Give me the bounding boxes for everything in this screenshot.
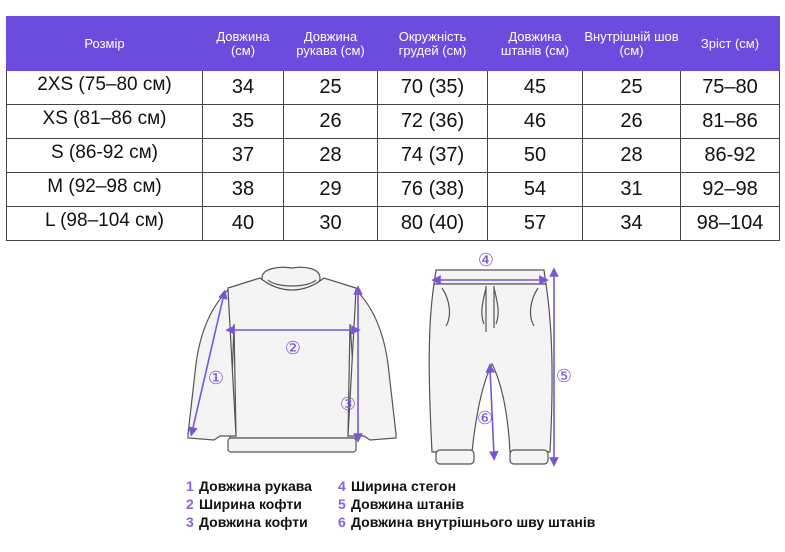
table-cell: 26 <box>583 105 681 139</box>
table-cell: 75–80 <box>681 71 780 105</box>
table-cell: 54 <box>488 173 583 207</box>
table-cell: 26 <box>284 105 378 139</box>
table-cell: 38 <box>203 173 284 207</box>
table-row <box>7 207 780 241</box>
table-cell: 57 <box>488 207 583 241</box>
table-cell: 34 <box>203 71 284 105</box>
legend-item: 2 Ширина кофти <box>186 496 302 512</box>
header-sleeve-length: Довжина рукава (см) <box>284 17 378 71</box>
header-inseam: Внутрішній шов (см) <box>583 17 681 71</box>
table-cell: 25 <box>583 71 681 105</box>
table-cell: 76 (38) <box>378 173 488 207</box>
table-cell: 50 <box>488 139 583 173</box>
table-row <box>7 139 780 173</box>
table-cell: 34 <box>583 207 681 241</box>
marker-2: ② <box>284 338 302 359</box>
table-cell: 92–98 <box>681 173 780 207</box>
marker-6: ⑥ <box>476 408 494 429</box>
table-cell: 37 <box>203 139 284 173</box>
header-pants-length: Довжина штанів (см) <box>488 17 583 71</box>
table-cell: 46 <box>488 105 583 139</box>
size-table <box>6 16 780 241</box>
table-row <box>7 173 780 207</box>
marker-5: ⑤ <box>555 366 573 387</box>
table-cell: XS (81–86 см) <box>7 105 203 139</box>
table-cell: 81–86 <box>681 105 780 139</box>
header-size: Розмір <box>7 17 203 71</box>
table-cell: 98–104 <box>681 207 780 241</box>
legend-item: 1 Довжина рукава <box>186 478 312 494</box>
table-cell: 70 (35) <box>378 71 488 105</box>
table-cell: 31 <box>583 173 681 207</box>
table-row <box>7 71 780 105</box>
table-cell: 45 <box>488 71 583 105</box>
header-chest: Окружність грудей (см) <box>378 17 488 71</box>
legend-item: 6 Довжина внутрішнього шву штанів <box>338 514 596 530</box>
marker-4: ④ <box>477 250 495 271</box>
table-cell: 2XS (75–80 см) <box>7 71 203 105</box>
table-cell: 25 <box>284 71 378 105</box>
table-cell: 30 <box>284 207 378 241</box>
table-cell: 29 <box>284 173 378 207</box>
marker-1: ① <box>207 368 225 389</box>
table-cell: L (98–104 см) <box>7 207 203 241</box>
table-cell: 80 (40) <box>378 207 488 241</box>
pants-drawing <box>429 270 552 464</box>
sweatshirt-drawing <box>188 267 396 452</box>
table-cell: 35 <box>203 105 284 139</box>
table-cell: 28 <box>284 139 378 173</box>
table-cell: M (92–98 см) <box>7 173 203 207</box>
table-cell: 86-92 <box>681 139 780 173</box>
table-cell: 72 (36) <box>378 105 488 139</box>
legend-column-right <box>338 477 595 531</box>
table-cell: S (86-92 см) <box>7 139 203 173</box>
table-cell: 74 (37) <box>378 139 488 173</box>
table-header-row <box>7 17 780 71</box>
header-length: Довжина (см) <box>203 17 284 71</box>
marker-3: ③ <box>339 394 357 415</box>
measurement-diagram <box>180 244 600 474</box>
table-cell: 28 <box>583 139 681 173</box>
table-cell: 40 <box>203 207 284 241</box>
legend-item: 3 Довжина кофти <box>186 514 308 530</box>
legend-item: 4 Ширина стегон <box>338 478 457 494</box>
legend-item: 5 Довжина штанів <box>338 496 465 512</box>
table-row <box>7 105 780 139</box>
header-height: Зріст (см) <box>681 17 780 71</box>
legend-column-left <box>186 477 312 531</box>
